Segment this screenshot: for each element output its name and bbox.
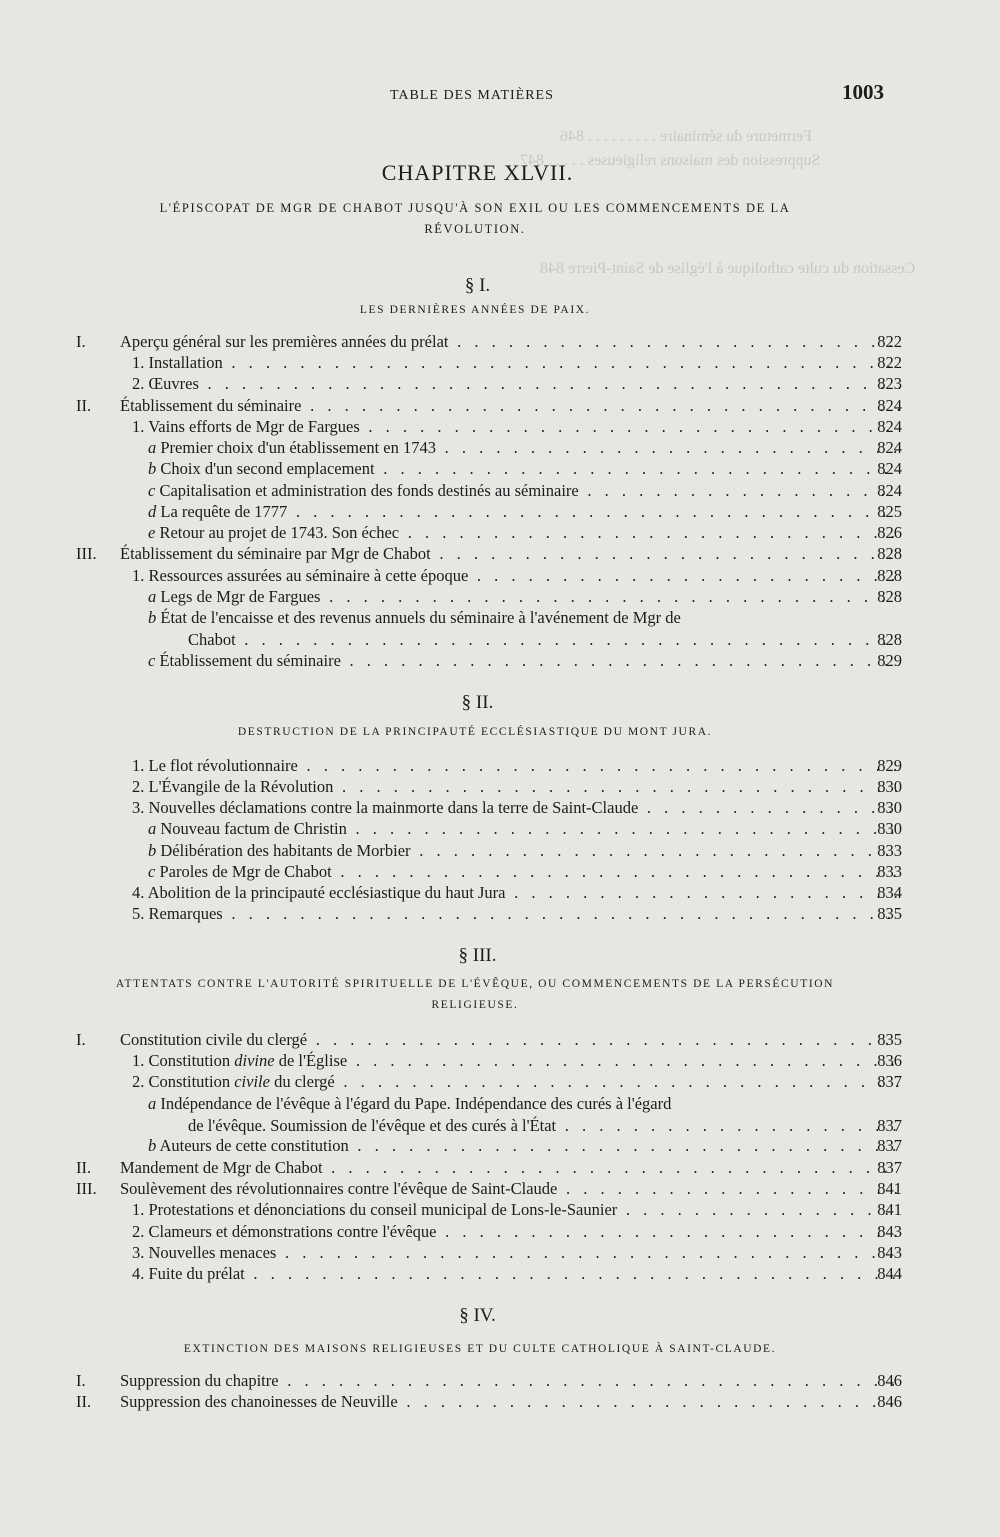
entry-label: Établissement du séminaire . . . bbox=[120, 395, 900, 417]
toc-entry[interactable] bbox=[0, 437, 1000, 459]
entry-page: 835 bbox=[877, 1030, 902, 1049]
entry-page: 834 bbox=[877, 883, 902, 902]
entry-label: 1. Installation . . . bbox=[132, 352, 900, 374]
running-title: TABLE DES MATIÈRES bbox=[390, 88, 554, 103]
entry-page: 828 bbox=[877, 566, 902, 585]
entry-letter: c bbox=[148, 481, 156, 500]
entry-label: Aperçu général sur les premières années du prélat . . . bbox=[120, 331, 900, 353]
toc-entry[interactable] bbox=[0, 1391, 1000, 1413]
entry-label-continued: Chabot . . . bbox=[188, 629, 900, 651]
entry-label: b État de l'encaisse et des revenus annuels du séminaire à l'avénement de Mgr de bbox=[148, 608, 681, 627]
entry-label: 1. Ressources assurées au séminaire à cette époque . . . bbox=[132, 565, 900, 587]
entry-label: c Établissement du séminaire . . . bbox=[148, 650, 900, 672]
entry-page: 837 bbox=[877, 1116, 902, 1135]
entry-label: Établissement du séminaire par Mgr de Chabot . . . bbox=[120, 543, 900, 565]
bleed-through-text: Fermeture du séminaire . . . . . . . . . 846 bbox=[560, 128, 812, 145]
entry-letter: e bbox=[148, 523, 156, 542]
entry-label: 2. Œuvres . . . bbox=[132, 373, 900, 395]
entry-letter: d bbox=[148, 502, 157, 521]
entry-page: 823 bbox=[877, 374, 902, 393]
entry-label: a Legs de Mgr de Fargues . . . bbox=[148, 586, 900, 608]
entry-page: 828 bbox=[877, 544, 902, 563]
entry-page: 824 bbox=[877, 438, 902, 457]
toc-entry[interactable] bbox=[0, 650, 1000, 672]
entry-page: 826 bbox=[877, 523, 902, 542]
entry-number: III. bbox=[76, 1179, 97, 1198]
entry-page: 830 bbox=[877, 777, 902, 796]
toc-entry[interactable] bbox=[0, 861, 1000, 883]
entry-label: 3. Nouvelles déclamations contre la mainmorte dans la terre de Saint-Claude . . . bbox=[132, 797, 900, 819]
entry-letter: a bbox=[148, 1094, 157, 1113]
entry-label-continued: de l'évêque. Soumission de l'évêque et des curés à l'État . . . bbox=[188, 1115, 900, 1137]
entry-page: 837 bbox=[877, 1158, 902, 1177]
entry-letter: a bbox=[148, 438, 157, 457]
toc-entry[interactable] bbox=[0, 607, 1000, 651]
toc-entry[interactable] bbox=[0, 1135, 1000, 1157]
toc-entry[interactable] bbox=[0, 1263, 1000, 1285]
entry-page: 843 bbox=[877, 1243, 902, 1262]
toc-entry[interactable] bbox=[0, 903, 1000, 925]
toc-entry[interactable] bbox=[0, 1370, 1000, 1392]
toc-entry[interactable] bbox=[0, 458, 1000, 480]
entry-label: a Premier choix d'un établissement en 1743 . . . bbox=[148, 437, 900, 459]
entry-number: II. bbox=[76, 1158, 92, 1177]
toc-entry[interactable] bbox=[0, 480, 1000, 502]
entry-page: 836 bbox=[877, 1051, 902, 1070]
toc-entry[interactable] bbox=[0, 565, 1000, 587]
running-header bbox=[0, 80, 1000, 110]
entry-label: 2. L'Évangile de la Révolution . . . bbox=[132, 776, 900, 798]
entry-page: 830 bbox=[877, 819, 902, 838]
entry-label: b Auteurs de cette constitution . . . bbox=[148, 1135, 900, 1157]
entry-label: Mandement de Mgr de Chabot . . . bbox=[120, 1157, 900, 1179]
toc-entry[interactable] bbox=[0, 1071, 1000, 1093]
toc-entry[interactable] bbox=[0, 522, 1000, 544]
entry-letter: a bbox=[148, 587, 157, 606]
entry-page: 822 bbox=[877, 353, 902, 372]
entry-page: 822 bbox=[877, 332, 902, 351]
entry-label: c Paroles de Mgr de Chabot . . . bbox=[148, 861, 900, 883]
entry-number: I. bbox=[76, 332, 86, 351]
entry-page: 833 bbox=[877, 862, 902, 881]
entry-letter: c bbox=[148, 651, 156, 670]
toc-entry[interactable] bbox=[0, 797, 1000, 819]
entry-page: 835 bbox=[877, 904, 902, 923]
entry-letter: b bbox=[148, 608, 157, 627]
entry-page: 825 bbox=[877, 502, 902, 521]
entry-page: 829 bbox=[877, 756, 902, 775]
toc-entry[interactable] bbox=[0, 543, 1000, 565]
entry-label: a Nouveau factum de Christin . . . bbox=[148, 818, 900, 840]
entry-page: 824 bbox=[877, 481, 902, 500]
entry-label: 4. Fuite du prélat . . . bbox=[132, 1263, 900, 1285]
chapter-title: CHAPITRE XLVII. bbox=[381, 160, 574, 185]
section-heading: LES DERNIÈRES ANNÉES DE PAIX. bbox=[359, 304, 591, 316]
entry-number: I. bbox=[76, 1371, 86, 1390]
toc-entry[interactable] bbox=[0, 501, 1000, 523]
entry-page: 824 bbox=[877, 417, 902, 436]
entry-page: 828 bbox=[877, 630, 902, 649]
entry-page: 846 bbox=[877, 1371, 902, 1390]
entry-label: 1. Vains efforts de Mgr de Fargues . . . bbox=[132, 416, 900, 438]
toc-entry[interactable] bbox=[0, 1242, 1000, 1264]
entry-label: 1. Protestations et dénonciations du conseil municipal de Lons-le-Saunier . . . bbox=[132, 1199, 900, 1221]
toc-entry[interactable] bbox=[0, 416, 1000, 438]
entry-label: Soulèvement des révolutionnaires contre l'évêque de Saint-Claude . . . bbox=[120, 1178, 900, 1200]
entry-label: 1. Le flot révolutionnaire . . . bbox=[132, 755, 900, 777]
entry-label: 1. Constitution divine de l'Église . . . bbox=[132, 1050, 900, 1072]
entry-page: 830 bbox=[877, 798, 902, 817]
entry-label: Suppression du chapitre . . . bbox=[120, 1370, 900, 1392]
chapter-subtitle: L'ÉPISCOPAT DE MGR DE CHABOT JUSQU'À SON EXIL OU LES COMMENCEMENTS DE LA RÉVOLUTION. bbox=[159, 201, 791, 236]
toc-entry[interactable] bbox=[0, 818, 1000, 840]
entry-number: II. bbox=[76, 1392, 92, 1411]
entry-page: 843 bbox=[877, 1222, 902, 1241]
toc-entry[interactable] bbox=[0, 395, 1000, 417]
toc-entry[interactable] bbox=[0, 1093, 1000, 1137]
entry-page: 846 bbox=[877, 1392, 902, 1411]
toc-entry[interactable] bbox=[0, 331, 1000, 353]
toc-entry[interactable] bbox=[0, 1050, 1000, 1072]
entry-label: d La requête de 1777 . . . bbox=[148, 501, 900, 523]
toc-entry[interactable] bbox=[0, 1178, 1000, 1200]
bleed-through-text: Cessation du culte catholique à l'église de Saint-Pierre 848 bbox=[540, 260, 916, 277]
entry-number: I. bbox=[76, 1030, 86, 1049]
toc-entry[interactable] bbox=[0, 1157, 1000, 1179]
entry-letter: a bbox=[148, 819, 157, 838]
toc-entry[interactable] bbox=[0, 1221, 1000, 1243]
entry-label: e Retour au projet de 1743. Son échec . . . bbox=[148, 522, 900, 544]
entry-label: 2. Clameurs et démonstrations contre l'évêque . . . bbox=[132, 1221, 900, 1243]
section-mark: § III. bbox=[458, 945, 497, 966]
toc-entry[interactable] bbox=[0, 882, 1000, 904]
entry-letter: b bbox=[148, 459, 157, 478]
entry-label: b Choix d'un second emplacement . . . bbox=[148, 458, 900, 480]
entry-number: II. bbox=[76, 396, 92, 415]
toc-entry[interactable] bbox=[0, 352, 1000, 374]
toc-entry[interactable] bbox=[0, 586, 1000, 608]
entry-letter: b bbox=[148, 1136, 157, 1155]
toc-entry[interactable] bbox=[0, 373, 1000, 395]
section-mark: § I. bbox=[464, 275, 491, 296]
entry-page: 841 bbox=[877, 1179, 902, 1198]
entry-page: 824 bbox=[877, 459, 902, 478]
entry-label: 5. Remarques . . . bbox=[132, 903, 900, 925]
entry-label: Suppression des chanoinesses de Neuville . . . bbox=[120, 1391, 900, 1413]
entry-page: 837 bbox=[877, 1136, 902, 1155]
entry-label: 4. Abolition de la principauté ecclésiastique du haut Jura . . . bbox=[132, 882, 900, 904]
entry-label: c Capitalisation et administration des fonds destinés au séminaire . . . bbox=[148, 480, 900, 502]
entry-page: 828 bbox=[877, 587, 902, 606]
toc-entry[interactable] bbox=[0, 776, 1000, 798]
entry-label: b Délibération des habitants de Morbier . . . bbox=[148, 840, 900, 862]
entry-label: Constitution civile du clergé . . . bbox=[120, 1029, 900, 1051]
section-heading: ATTENTATS CONTRE L'AUTORITÉ SPIRITUELLE DE L'ÉVÊQUE, OU COMMENCEMENTS DE LA PERSÉCUTION RELIGIEUSE. bbox=[115, 978, 835, 1011]
entry-number: III. bbox=[76, 544, 97, 563]
entry-label: a Indépendance de l'évêque à l'égard du Pape. Indépendance des curés à l'égard bbox=[148, 1094, 672, 1113]
section-heading: EXTINCTION DES MAISONS RELIGIEUSES ET DU CULTE CATHOLIQUE À SAINT-CLAUDE. bbox=[183, 1343, 777, 1355]
entry-letter: c bbox=[148, 862, 156, 881]
bleed-through-text: Suppression des maisons religieuses . . . . . 847 bbox=[520, 152, 821, 169]
section-heading: DESTRUCTION DE LA PRINCIPAUTÉ ECCLÉSIASTIQUE DU MONT JURA. bbox=[237, 726, 713, 738]
toc-entry[interactable] bbox=[0, 1199, 1000, 1221]
entry-label: 2. Constitution civile du clergé . . . bbox=[132, 1071, 900, 1093]
entry-page: 824 bbox=[877, 396, 902, 415]
toc-entry[interactable] bbox=[0, 1029, 1000, 1051]
toc-entry[interactable] bbox=[0, 755, 1000, 777]
entry-page: 837 bbox=[877, 1072, 902, 1091]
entry-page: 829 bbox=[877, 651, 902, 670]
toc-entry[interactable] bbox=[0, 840, 1000, 862]
section-mark: § II. bbox=[461, 692, 494, 713]
section-mark: § IV. bbox=[459, 1305, 496, 1326]
page-number: 1003 bbox=[842, 80, 884, 104]
entry-label: 3. Nouvelles menaces . . . bbox=[132, 1242, 900, 1264]
entry-page: 841 bbox=[877, 1200, 902, 1219]
entry-letter: b bbox=[148, 841, 157, 860]
entry-page: 833 bbox=[877, 841, 902, 860]
entry-page: 844 bbox=[877, 1264, 902, 1283]
